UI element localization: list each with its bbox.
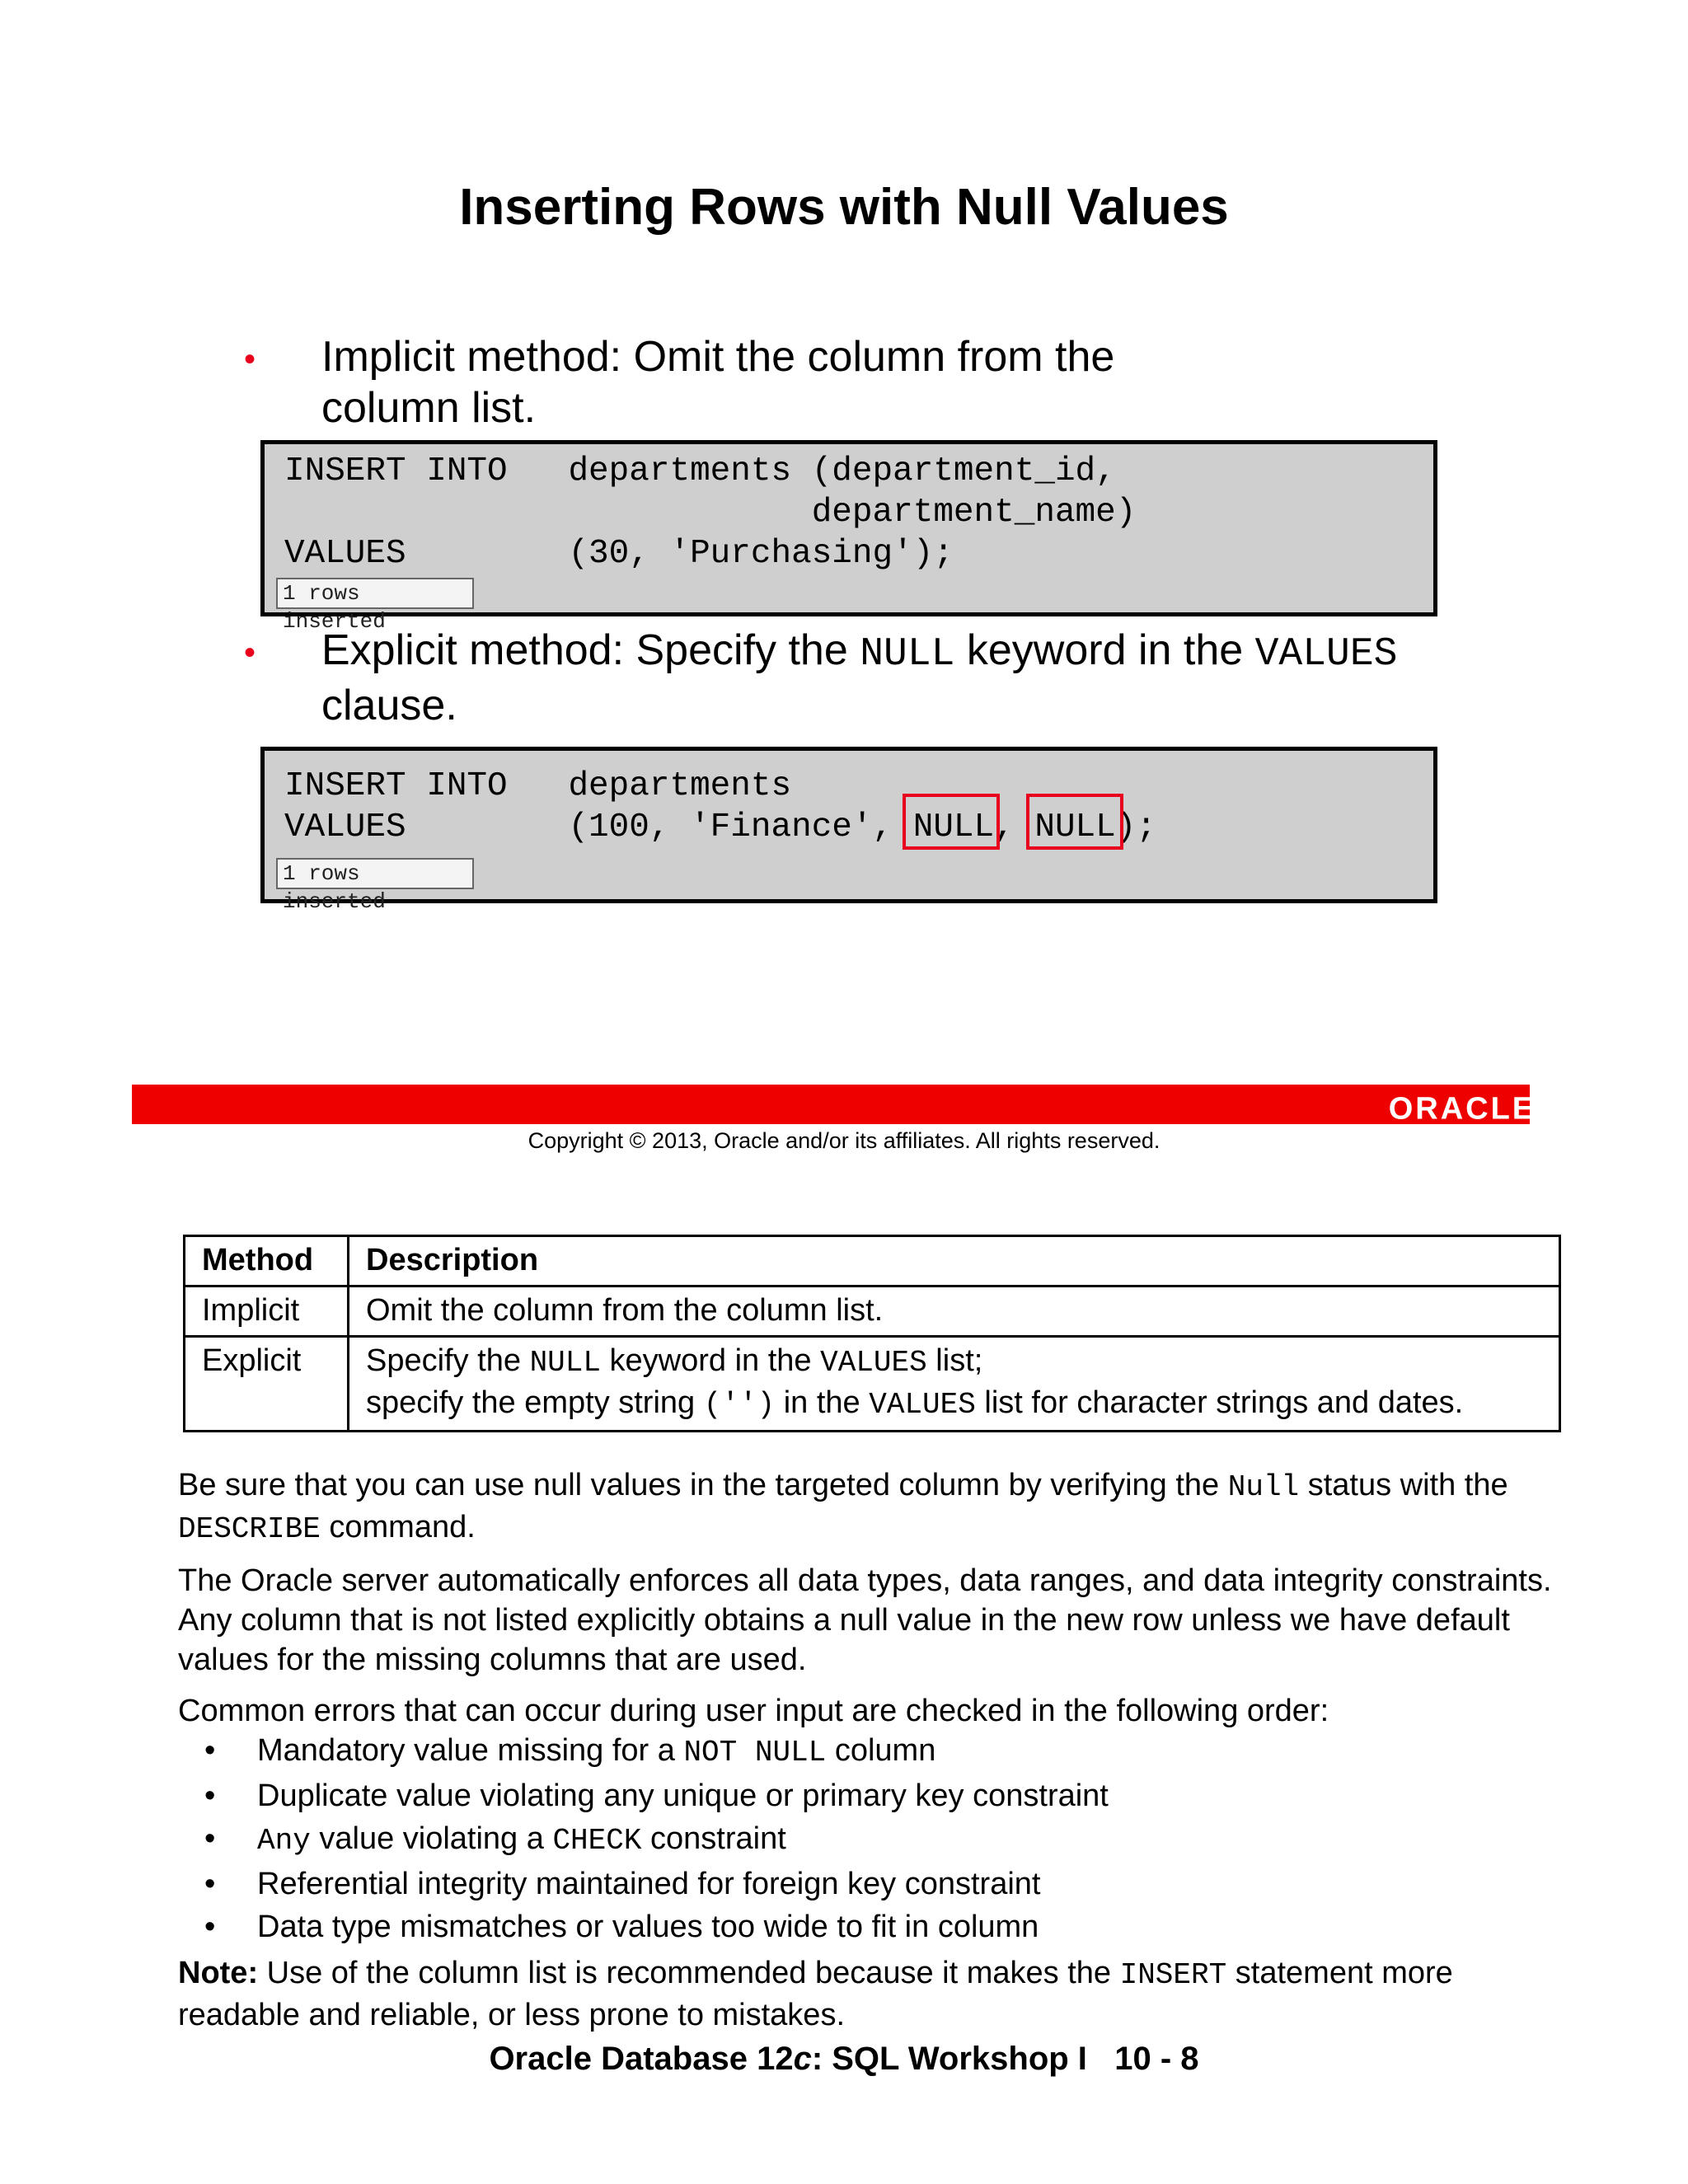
note-text: command. <box>320 1510 476 1544</box>
values-keyword: VALUES <box>869 1388 976 1422</box>
null-highlight-box <box>903 794 1000 850</box>
values-keyword: VALUES <box>1254 632 1398 677</box>
item-text: Duplicate value violating any unique or primary key constraint <box>257 1779 1109 1813</box>
bullet-explicit-method <box>321 625 1475 731</box>
item-text: column <box>826 1733 936 1768</box>
bullet-implicit-text: Implicit method: Omit the column from the column list. <box>321 333 1115 432</box>
bullet-text: keyword in the <box>954 626 1255 674</box>
copyright-notice: Copyright © 2013, Oracle and/or its affiliates. All rights reserved. <box>528 1128 1160 1153</box>
null-keyword: Null <box>1227 1470 1300 1504</box>
note-text: Be sure that you can use null values in the targeted column by verifying the <box>178 1468 1228 1502</box>
oracle-banner <box>132 1085 1530 1124</box>
column-header: Description <box>349 1236 1560 1286</box>
not-null-keyword: NOT NULL <box>683 1736 827 1769</box>
note-paragraph: The Oracle server automatically enforces all data types, data ranges, and data integrity constraints. Any column that is not listed explicitly obtains a null value in the new row unless we have default values for the missing columns that are used. <box>178 1563 1552 1677</box>
code-line: VALUES (30, 'Purchasing'); <box>284 535 954 573</box>
insert-keyword: INSERT <box>1119 1958 1227 1992</box>
footer-text: c <box>793 2041 812 2077</box>
note-text: Use of the column list is recommended because it makes the <box>258 1956 1120 1990</box>
list-item: • Duplicate value violating any unique or primary key constraint <box>204 1779 1109 1813</box>
desc-text: list for character strings and dates. <box>975 1385 1464 1420</box>
note-paragraph <box>178 1465 1579 1549</box>
desc-text: Specify the <box>366 1343 530 1378</box>
oracle-logo-text: ORACLE <box>1388 1091 1536 1127</box>
bullet-implicit-method <box>321 331 1162 434</box>
item-text: constraint <box>641 1821 786 1856</box>
item-text: Referential integrity maintained for foreign key constraint <box>257 1867 1041 1901</box>
notes-section <box>178 1465 1579 2046</box>
oracle-logo: ORACLE® <box>1388 1091 1543 1127</box>
bullet-marker: • <box>244 341 256 377</box>
note-text: statement more readable and reliable, or less prone to mistakes. <box>178 1956 1453 2032</box>
item-text: value violating a <box>310 1821 553 1856</box>
desc-text: specify the empty string <box>366 1385 704 1420</box>
method-cell: Implicit <box>185 1286 349 1337</box>
method-cell: Explicit <box>185 1337 349 1432</box>
any-keyword: Any <box>257 1824 311 1858</box>
item-text: Mandatory value missing for a <box>257 1733 684 1768</box>
describe-keyword: DESCRIBE <box>178 1512 321 1546</box>
table-header-row <box>185 1236 1560 1286</box>
code-line: INSERT INTO departments <box>284 767 792 805</box>
desc-text: in the <box>775 1385 870 1420</box>
bullet-text: clause. <box>321 682 457 729</box>
null-highlight-box <box>1026 794 1123 850</box>
bullet-marker: • <box>244 635 256 671</box>
empty-string-literal: ('') <box>703 1388 776 1422</box>
table-row <box>185 1286 1560 1337</box>
desc-text: keyword in the <box>600 1343 821 1378</box>
result-label: 1 rows inserted <box>276 858 474 889</box>
page-footer <box>0 2037 1688 2080</box>
code-line: INSERT INTO departments (department_id, <box>284 452 1116 490</box>
bullet-text: Explicit method: Specify the <box>321 626 860 674</box>
list-item: • Any value violating a CHECK constraint <box>204 1821 786 1858</box>
footer-text: Oracle Database 12 <box>489 2041 794 2077</box>
desc-text: list; <box>926 1343 983 1378</box>
note-paragraph <box>178 1953 1579 2035</box>
values-keyword: VALUES <box>820 1346 927 1380</box>
note-label: Note: <box>178 1956 259 1990</box>
code-line: department_name) <box>284 494 1137 532</box>
list-item: • Mandatory value missing for a NOT NULL column <box>204 1733 936 1769</box>
result-label: 1 rows inserted <box>276 578 474 609</box>
note-text: status with the <box>1299 1468 1508 1502</box>
code-block-implicit <box>260 440 1437 634</box>
footer-text: : SQL Workshop I 10 - 8 <box>811 2041 1199 2077</box>
description-cell: Omit the column from the column list. <box>349 1286 1560 1337</box>
check-keyword: CHECK <box>552 1824 642 1858</box>
methods-table <box>183 1235 1561 1432</box>
item-text: Data type mismatches or values too wide to fit in column <box>257 1910 1039 1944</box>
code-line: VALUES (100, 'Finance', NULL, NULL); <box>284 808 1156 846</box>
description-cell <box>349 1337 1560 1432</box>
list-item: • Referential integrity maintained for foreign key constraint <box>204 1867 1041 1901</box>
null-keyword: NULL <box>860 632 955 677</box>
code-block-explicit <box>260 747 1437 914</box>
note-paragraph: Common errors that can occur during user input are checked in the following order: <box>178 1694 1329 1728</box>
slide-title: Inserting Rows with Null Values <box>459 179 1229 236</box>
error-list <box>178 1731 1579 1947</box>
table-row <box>185 1337 1560 1432</box>
list-item: • Data type mismatches or values too wide to fit in column <box>204 1910 1039 1944</box>
null-keyword: NULL <box>529 1346 601 1380</box>
column-header: Method <box>185 1236 349 1286</box>
